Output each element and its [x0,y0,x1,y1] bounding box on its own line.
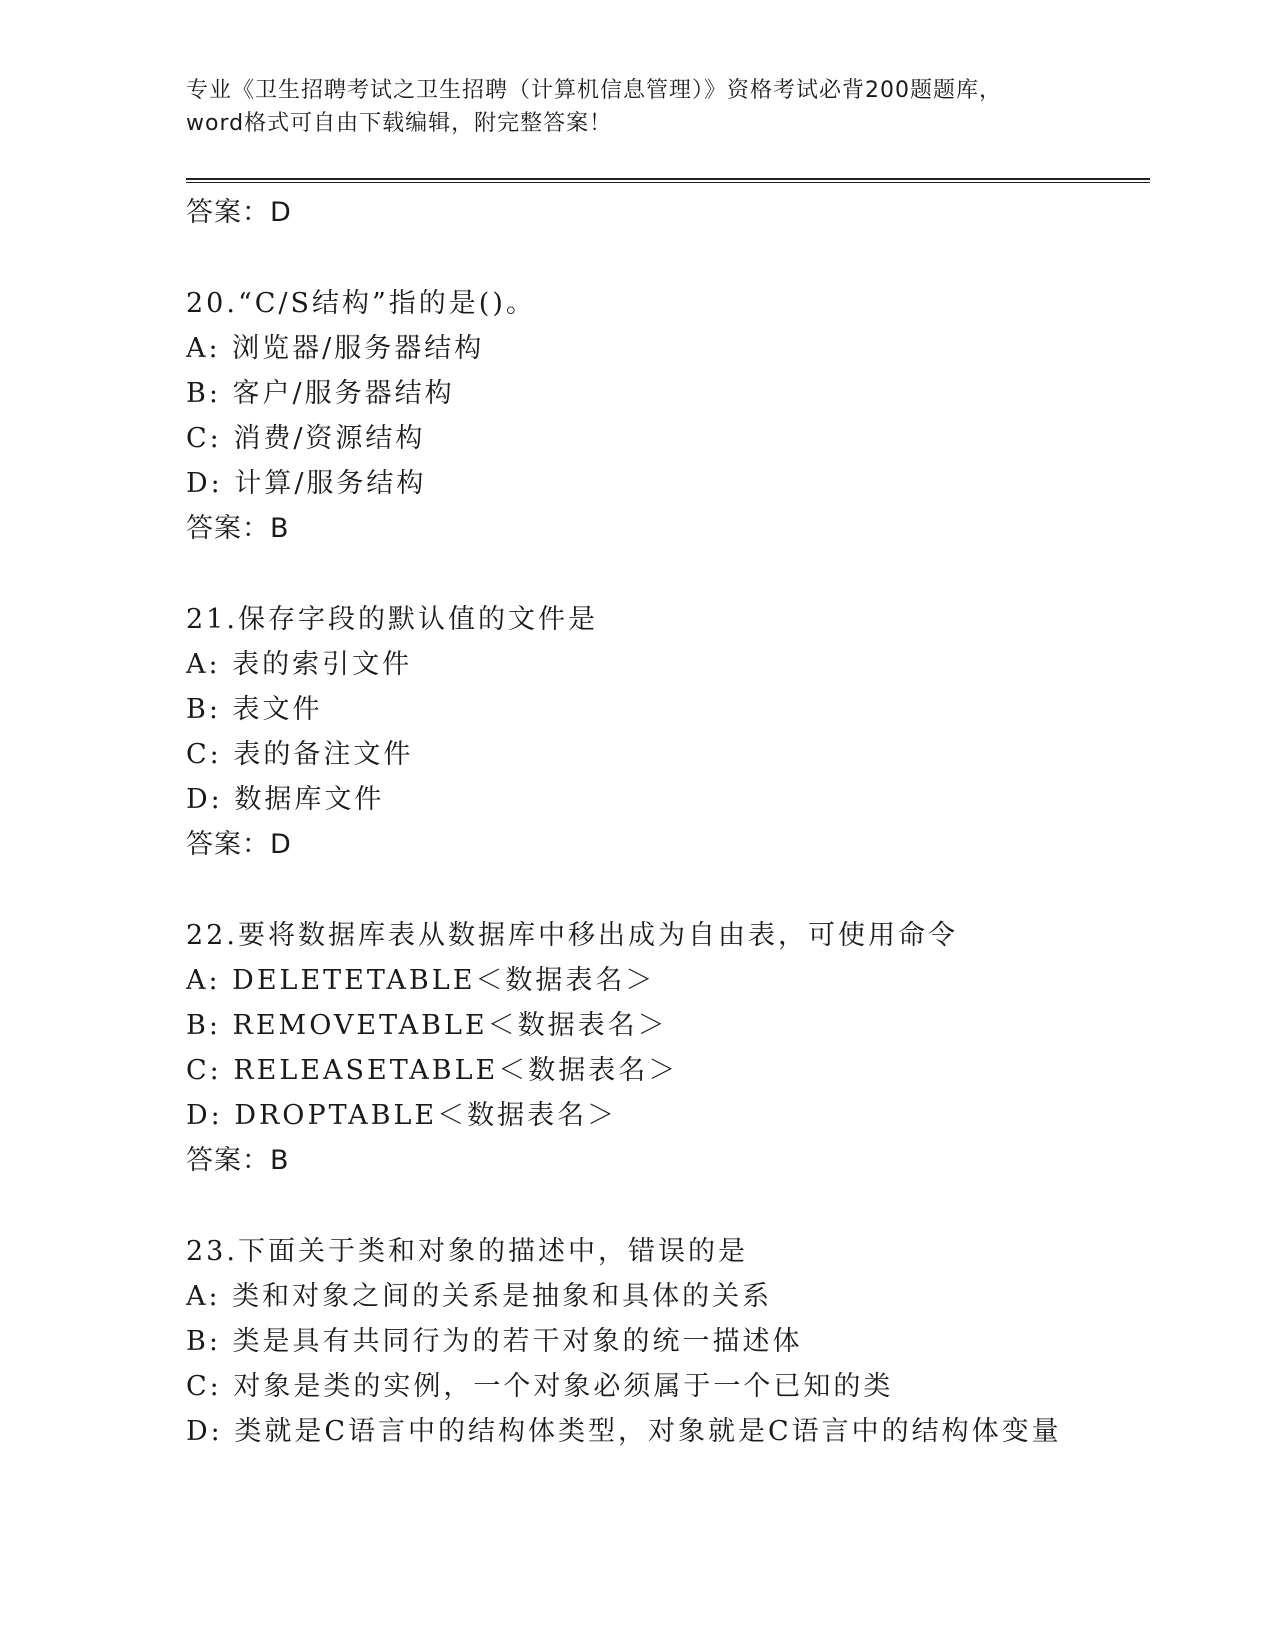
option-d: D: 计算/服务结构 [186,468,427,499]
question-20 [186,281,1146,551]
question-23 [186,1229,1146,1454]
question-list [186,190,1146,1454]
option-c: C: 表的备注文件 [186,739,414,770]
question-21 [186,597,1146,867]
answer: 答案：D [186,829,292,860]
question-stem: 21.保存字段的默认值的文件是 [186,604,598,635]
header-title-line-2: word格式可自由下载编辑，附完整答案！ [186,111,613,136]
option-a: A: 浏览器/服务器结构 [186,333,485,364]
option-c: C: 对象是类的实例，一个对象必须属于一个已知的类 [186,1371,894,1402]
option-b: B: 表文件 [186,694,323,725]
question-stem: 23.下面关于类和对象的描述中，错误的是 [186,1236,748,1267]
answer: 答案：B [186,513,290,544]
option-c: C: 消费/资源结构 [186,423,426,454]
option-d: D: 数据库文件 [186,784,385,815]
question-22 [186,913,1146,1183]
option-c: C: RELEASETABLE＜数据表名＞ [186,1055,679,1086]
option-d: D: 类就是C语言中的结构体类型，对象就是C语言中的结构体变量 [186,1416,1062,1447]
question-stem: 20.“C/S结构”指的是()。 [186,288,536,319]
answer-19: 答案：D [186,197,292,228]
answer: 答案：B [186,1145,290,1176]
option-b: B: REMOVETABLE＜数据表名＞ [186,1010,668,1041]
option-b: B: 类是具有共同行为的若干对象的统一描述体 [186,1326,803,1357]
option-b: B: 客户/服务器结构 [186,378,455,409]
header-title-line-1: 专业《卫生招聘考试之卫生招聘（计算机信息管理）》资格考试必背200题题库， [186,78,1002,103]
option-a: A: 类和对象之间的关系是抽象和具体的关系 [186,1281,773,1312]
header-divider [186,178,1150,183]
question-stem: 22.要将数据库表从数据库中移出成为自由表，可使用命令 [186,920,958,951]
option-a: A: DELETETABLE＜数据表名＞ [186,965,656,996]
option-d: D: DROPTABLE＜数据表名＞ [186,1100,618,1131]
option-a: A: 表的索引文件 [186,649,413,680]
document-header [186,74,1126,140]
